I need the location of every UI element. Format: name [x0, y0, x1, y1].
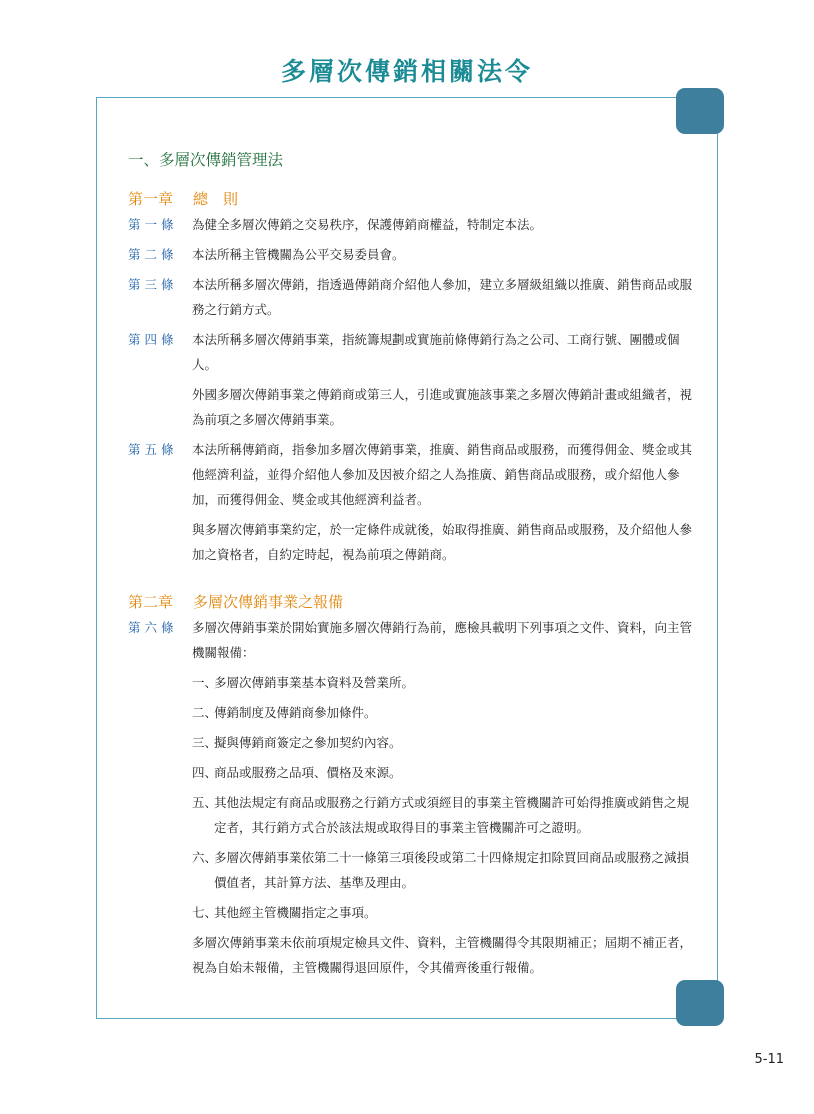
list-item-number: 七、: [192, 905, 218, 920]
article-3: [128, 272, 698, 327]
list-item-number: 六、: [192, 850, 218, 865]
list-item-text: 其他經主管機關指定之事項。: [214, 905, 377, 920]
chapter-heading: [128, 590, 698, 614]
article-label: 第 四 條: [128, 332, 174, 347]
article-label: 第 二 條: [128, 247, 174, 262]
list-item: [192, 760, 692, 785]
list-item-text: 傳銷制度及傳銷商參加條件。: [214, 705, 377, 720]
article-paragraph: 本法所稱多層次傳銷事業，指統籌規劃或實施前條傳銷行為之公司、工商行號、團體或個人。: [192, 332, 680, 372]
list-item-number: 一、: [192, 675, 218, 690]
chapter-title: 多層次傳銷事業之報備: [193, 593, 344, 611]
article-body: [192, 272, 692, 327]
list-item-text: 商品或服務之品項、價格及來源。: [214, 765, 402, 780]
article-6: [128, 615, 698, 985]
article-body: [192, 615, 692, 985]
article-label: 第 三 條: [128, 277, 174, 292]
article-4: [128, 327, 698, 437]
article-paragraph: 本法所稱傳銷商，指參加多層次傳銷事業，推廣、銷售商品或服務，而獲得佣金、獎金或其他經濟利益，並得介紹他人參加及因被介紹之人為推廣、銷售商品或服務，或介紹他人參加，而獲得佣金、獎金或其他經濟利益者。: [192, 442, 693, 507]
article-body: [192, 437, 692, 572]
list-item-number: 二、: [192, 705, 218, 720]
frame-corner-tab-top: [676, 88, 724, 134]
list-item: [192, 670, 692, 695]
page-title: 多層次傳銷相關法令: [280, 57, 533, 86]
article-1: [128, 212, 698, 242]
article-paragraph: 本法所稱主管機關為公平交易委員會。: [192, 247, 405, 262]
article-paragraph: 外國多層次傳銷事業之傳銷商或第三人，引進或實施該事業之多層次傳銷計畫或組織者，視為前項之多層次傳銷事業。: [192, 387, 693, 427]
page-number: 5-11: [754, 1052, 784, 1067]
list-item-number: 四、: [192, 765, 218, 780]
document-body: [128, 148, 698, 985]
list-item: [192, 730, 692, 755]
list-item-text: 擬與傳銷商簽定之參加契約內容。: [214, 735, 402, 750]
list-item: [192, 845, 692, 895]
list-item: [192, 900, 692, 925]
list-item: [192, 700, 692, 725]
article-paragraph: 本法所稱多層次傳銷，指透過傳銷商介紹他人參加，建立多層級組織以推廣、銷售商品或服務之行銷方式。: [192, 277, 693, 317]
section-title: 一、多層次傳銷管理法: [128, 151, 284, 169]
article-body: [192, 242, 692, 272]
article-body: [192, 327, 692, 437]
chapter-label: 第一章: [128, 190, 174, 208]
chapter-title: 總 則: [193, 190, 239, 208]
article-2: [128, 242, 698, 272]
list-item-text: 多層次傳銷事業基本資料及營業所。: [214, 675, 415, 690]
article-paragraph: 為健全多層次傳銷之交易秩序，保護傳銷商權益，特制定本法。: [192, 217, 543, 232]
list-item-text: 其他法規定有商品或服務之行銷方式或須經目的事業主管機關許可始得推廣或銷售之規定者，其行銷方式合於該法規或取得目的事業主管機關許可之證明。: [214, 795, 690, 835]
article-label: 第 六 條: [128, 620, 174, 635]
article-paragraph: 與多層次傳銷事業約定，於一定條件成就後，始取得推廣、銷售商品或服務，及介紹他人參加之資格者，自約定時起，視為前項之傳銷商。: [192, 522, 693, 562]
chapter-heading: [128, 187, 698, 211]
article-paragraph: 多層次傳銷事業未依前項規定檢具文件、資料，主管機關得令其限期補正；屆期不補正者，視為自始未報備，主管機關得退回原件，令其備齊後重行報備。: [192, 935, 693, 975]
list-item-number: 三、: [192, 735, 218, 750]
article-paragraph: 多層次傳銷事業於開始實施多層次傳銷行為前，應檢具載明下列事項之文件、資料，向主管機關報備：: [192, 620, 693, 660]
article-label: 第 一 條: [128, 217, 174, 232]
chapter-label: 第二章: [128, 593, 174, 611]
list-item: [192, 790, 692, 840]
list-item-number: 五、: [192, 795, 218, 810]
list-item-text: 多層次傳銷事業依第二十一條第三項後段或第二十四條規定扣除買回商品或服務之減損價值者，其計算方法、基準及理由。: [214, 850, 690, 890]
article-5: [128, 437, 698, 572]
frame-corner-tab-bottom: [676, 980, 724, 1026]
article-body: [192, 212, 692, 242]
article-label: 第 五 條: [128, 442, 174, 457]
